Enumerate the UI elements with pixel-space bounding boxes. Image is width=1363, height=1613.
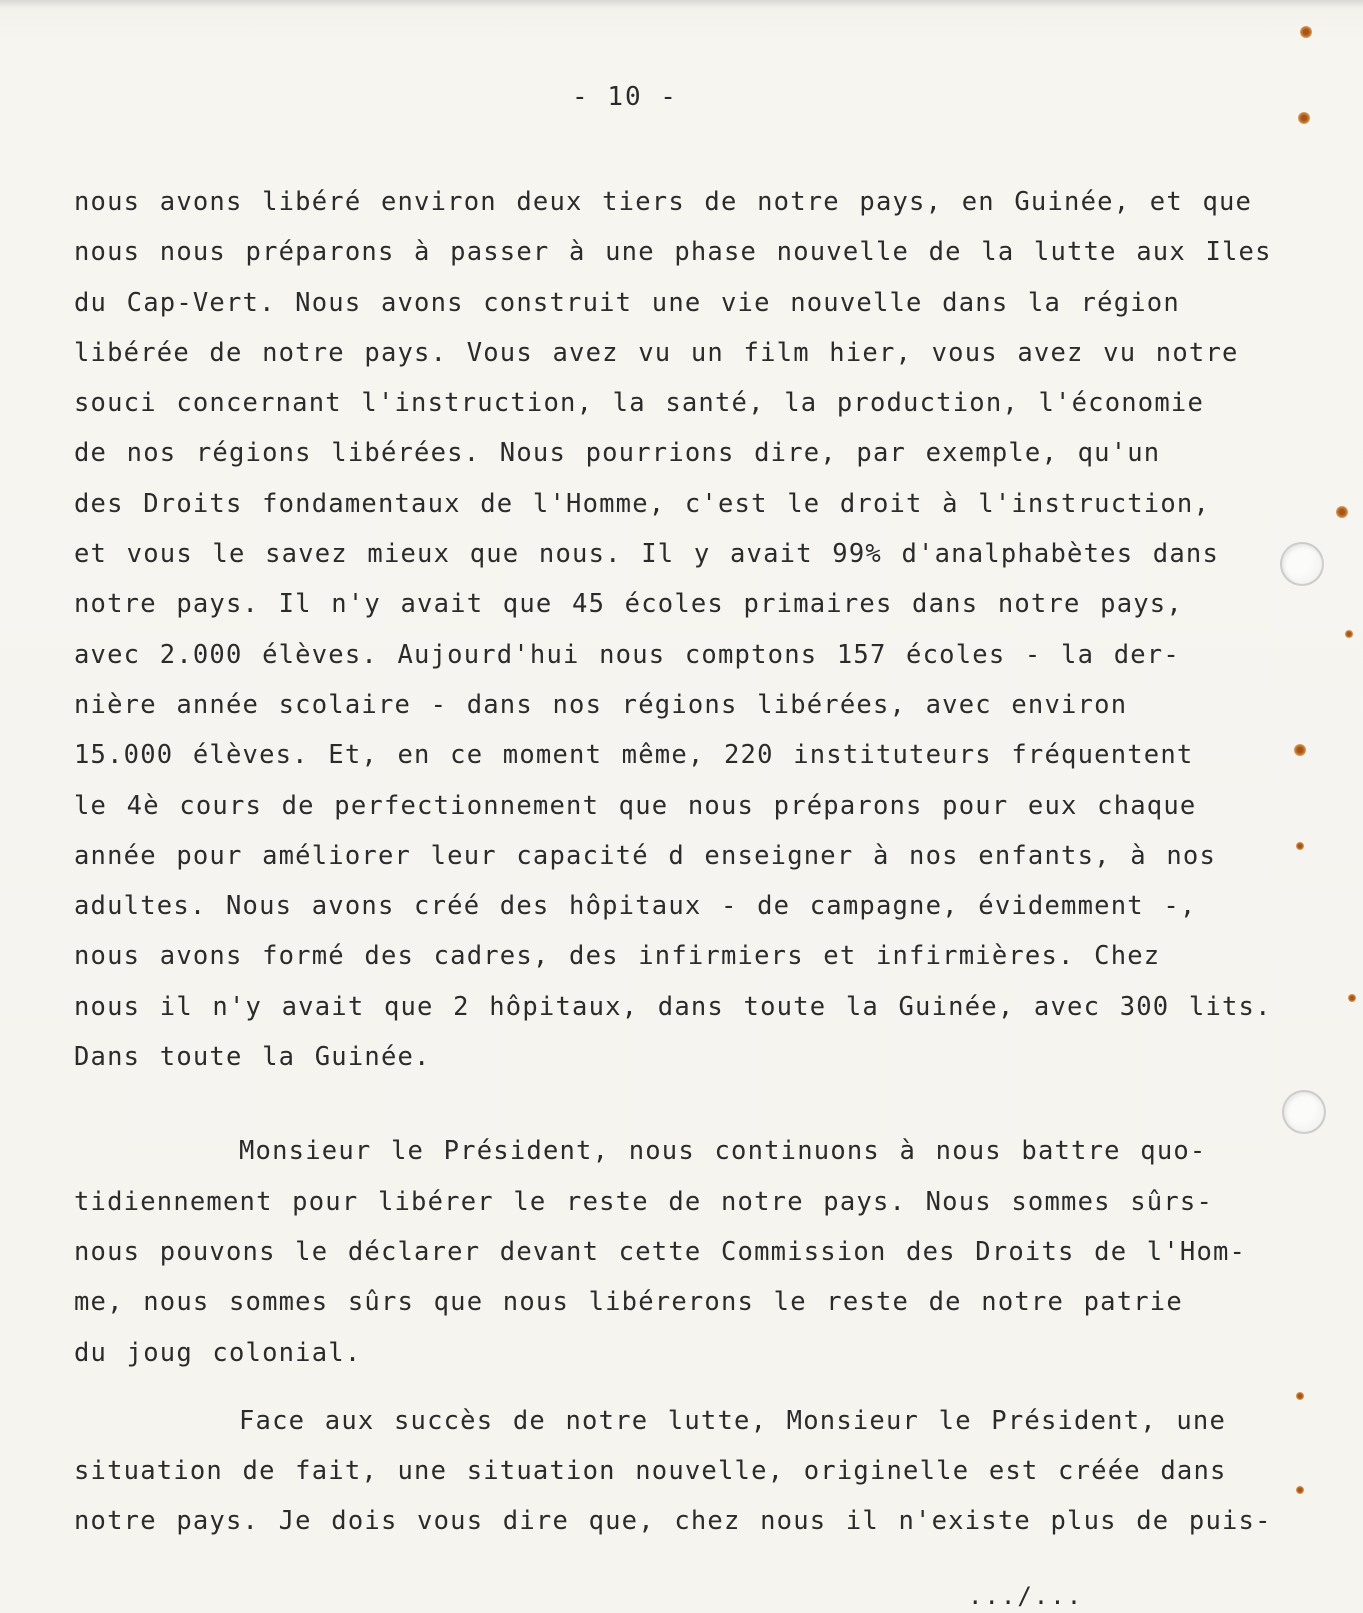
text-line: nous pouvons le déclarer devant cette Commission des Droits de l'Hom-	[74, 1236, 1247, 1267]
staple-mark	[1345, 630, 1353, 638]
text-line: nous nous préparons à passer à une phase nouvelle de la lutte aux Iles	[74, 237, 1272, 268]
text-line: année pour améliorer leur capacité d enseigner à nos enfants, à nos	[74, 840, 1217, 871]
text-line: libérée de notre pays. Vous avez vu un film hier, vous avez vu notre	[74, 337, 1239, 368]
page-number: - 10 -	[572, 82, 678, 112]
text-line: souci concernant l'instruction, la santé, la production, l'économie	[74, 388, 1205, 419]
body-text	[74, 177, 1294, 1547]
text-line: nous avons libéré environ deux tiers de notre pays, en Guinée, et que	[74, 187, 1253, 217]
continuation-mark: .../...	[968, 1582, 1084, 1610]
text-line: nière année scolaire - dans nos régions libérées, avec environ	[74, 689, 1128, 720]
paragraph-spacer	[74, 1378, 1294, 1396]
staple-mark	[1296, 1392, 1304, 1400]
text-line: avec 2.000 élèves. Aujourd'hui nous comptons 157 écoles - la der-	[74, 639, 1180, 670]
text-line: Dans toute la Guinée.	[74, 1042, 431, 1073]
paragraph-2	[74, 1126, 1294, 1377]
text-line: des Droits fondamentaux de l'Homme, c'est le droit à l'instruction,	[74, 488, 1211, 519]
text-line: notre pays. Je dois vous dire que, chez nous il n'existe plus de puis-	[74, 1506, 1272, 1537]
text-line: situation de fait, une situation nouvelle, originelle est créée dans	[74, 1456, 1227, 1487]
paragraph-spacer	[74, 1082, 1294, 1126]
text-line: nous avons formé des cadres, des infirmiers et infirmières. Chez	[74, 941, 1161, 972]
staple-mark	[1300, 26, 1312, 38]
paragraph-3	[74, 1396, 1294, 1547]
text-line: 15.000 élèves. Et, en ce moment même, 220 instituteurs fréquentent	[74, 740, 1194, 771]
text-line: tidiennement pour libérer le reste de notre pays. Nous sommes sûrs-	[74, 1186, 1214, 1217]
text-line: le 4è cours de perfectionnement que nous préparons pour eux chaque	[74, 790, 1197, 821]
text-line: du joug colonial.	[74, 1337, 362, 1368]
staple-mark	[1298, 112, 1310, 124]
staple-mark	[1348, 994, 1356, 1002]
staple-mark	[1296, 1486, 1304, 1494]
text-line: de nos régions libérées. Nous pourrions dire, par exemple, qu'un	[74, 438, 1161, 469]
text-line: adultes. Nous avons créé des hôpitaux - de campagne, évidemment -,	[74, 891, 1197, 922]
text-line: me, nous sommes sûrs que nous libérerons le reste de notre patrie	[74, 1287, 1183, 1318]
text-line: Monsieur le Président, nous continuons à nous battre quo-	[239, 1136, 1207, 1167]
punch-hole	[1282, 1090, 1326, 1134]
punch-hole	[1280, 542, 1324, 586]
staple-mark	[1294, 744, 1306, 756]
staple-mark	[1296, 842, 1304, 850]
paragraph-1	[74, 177, 1294, 1082]
text-line: et vous le savez mieux que nous. Il y avait 99% d'analphabètes dans	[74, 539, 1220, 570]
text-line: nous il n'y avait que 2 hôpitaux, dans toute la Guinée, avec 300 lits.	[74, 991, 1272, 1022]
text-line: Face aux succès de notre lutte, Monsieur le Président, une	[239, 1405, 1227, 1436]
text-line: du Cap-Vert. Nous avons construit une vie nouvelle dans la région	[74, 287, 1180, 318]
text-line: notre pays. Il n'y avait que 45 écoles primaires dans notre pays,	[74, 589, 1183, 620]
staple-mark	[1336, 506, 1348, 518]
